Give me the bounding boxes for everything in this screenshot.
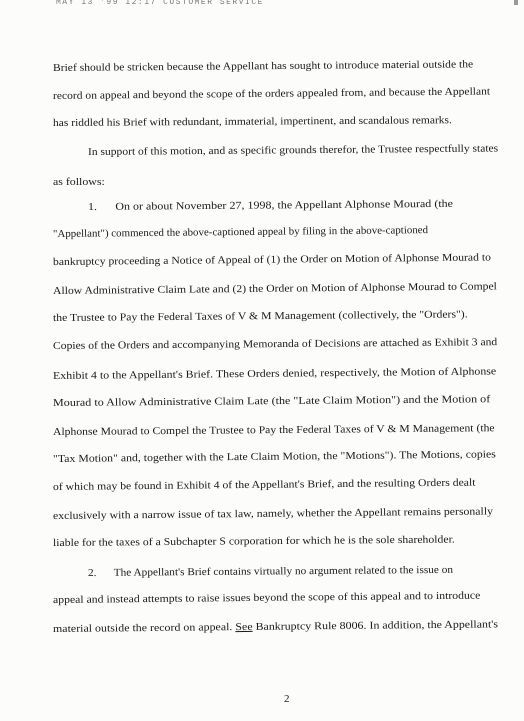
- text-line: exclusively with a narrow issue of tax law, namely, whether the Appellant remains personally: [52, 506, 494, 522]
- text-line: Brief should be stricken because the Appellant has sought to introduce material outside the: [52, 59, 474, 74]
- text-line: of which may be found in Exhibit 4 of the Appellant's Brief, and the resulting Orders dealt: [52, 477, 476, 493]
- text-line: Allow Administrative Claim Late and (2) the Order on Motion of Alphonse Mourad to Compel: [52, 281, 497, 297]
- fax-edge-mark: [514, 0, 518, 5]
- text-line: On or about November 27, 1998, the Appellant Alphonse Mourad (the: [115, 198, 454, 213]
- text-line: the Trustee to Pay the Federal Taxes of V & M Management (collectively, the "Orders").: [52, 309, 468, 324]
- text-line: "Tax Motion" and, together with the Late Claim Motion, the "Motions"). The Motions, copies: [52, 449, 496, 465]
- paragraph-2-first-line: [88, 564, 453, 580]
- text-line: has riddled his Brief with redundant, immaterial, impertinent, and scandalous remarks.: [52, 115, 452, 129]
- text-line: Copies of the Orders and accompanying Memoranda of Decisions are attached as Exhibit 3 and: [52, 337, 498, 352]
- paragraph-1-first-line: [88, 198, 453, 214]
- text-segment: material outside the record on appeal.: [52, 622, 236, 635]
- text-line: In support of this motion, and as specific grounds therefor, the Trustee respectfully states: [87, 143, 499, 158]
- fax-header: MAY 13 '99 12:17 CUSTOMER SERVICE: [56, 0, 264, 7]
- paragraph-number: 2.: [87, 567, 97, 579]
- text-segment: Bankruptcy Rule 8006. In addition, the Appellant's: [252, 619, 499, 633]
- citation-signal: See: [235, 621, 253, 634]
- text-line: as follows:: [53, 177, 105, 188]
- text-line: appeal and instead attempts to raise issues beyond the scope of this appeal and to introduce: [52, 590, 481, 606]
- paragraph-number: 1.: [87, 201, 98, 213]
- text-line: "Appellant") commenced the above-captioned appeal by filing in the above-captioned: [52, 225, 429, 240]
- text-line: Exhibit 4 to the Appellant's Brief. These Orders denied, respectively, the Motion of Alphonse: [52, 366, 497, 382]
- text-line: liable for the taxes of a Subchapter S corporation for which he is the sole shareholder.: [52, 534, 455, 549]
- text-line: Mourad to Allow Administrative Claim Late (the "Late Claim Motion") and the Motion of: [52, 394, 491, 409]
- text-line: Alphonse Mourad to Compel the Trustee to Pay the Federal Taxes of V & M Management (the: [52, 423, 495, 438]
- page-number: 2: [284, 693, 290, 705]
- text-line: The Appellant's Brief contains virtually no argument related to the issue on: [113, 564, 454, 579]
- text-line: bankruptcy proceeding a Notice of Appeal of (1) the Order on Motion of Alphonse Mourad to: [52, 252, 491, 268]
- text-line: record on appeal and beyond the scope of the orders appealed from, and because the Appellant: [52, 86, 491, 102]
- text-line: [53, 618, 498, 636]
